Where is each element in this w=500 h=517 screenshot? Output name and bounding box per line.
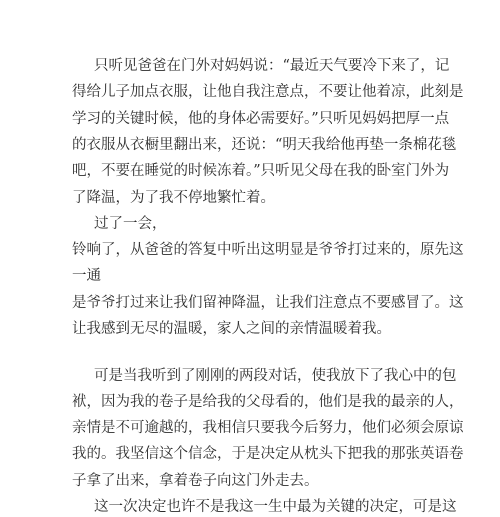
paragraph-line: 的衣服从衣橱里翻出来，还说：“明天我给他再垫一条棉花毯: [72, 137, 457, 153]
paragraph-line: 袱，因为我的卷子是给我的父母看的，他们是我的最亲的人，: [72, 394, 464, 410]
paragraph-line: 这一次决定也许不是我这一生中最为关键的决定，可是这: [94, 499, 457, 515]
paragraph-line: 亲情是不可逾越的，我相信只要我今后努力，他们必须会原谅: [72, 420, 464, 436]
paragraph-line: 子拿了出来，拿着卷子向这门外走去。: [72, 473, 319, 489]
paragraph-line: 铃响了，从爸爸的答复中听出这明显是爷爷打过来的，原先这: [72, 242, 464, 258]
paragraph-line: 了降温，为了我不停地繁忙着。: [72, 190, 275, 206]
paragraph-line: 吧，不要在睡觉的时候冻着。”只听见父母在我的卧室门外为: [72, 163, 450, 179]
paragraph-line: 我的。我坚信这个信念，于是决定从枕头下把我的那张英语卷: [72, 446, 464, 462]
paragraph-line: 学习的关键时候，他的身体必需要好。”只听见妈妈把厚一点: [72, 111, 450, 127]
paragraph-line: 是爷爷打过来让我们留神降温，让我们注意点不要感冒了。这: [72, 295, 464, 311]
paragraph-line: 让我感到无尽的温暖，家人之间的亲情温暖着我。: [72, 321, 391, 337]
paragraph-line: 可是当我听到了刚刚的两段对话，使我放下了我心中的包: [94, 368, 457, 384]
paragraph-line: 一通: [72, 268, 101, 284]
paragraph-line: 得给儿子加点衣服，让他自我注意点，不要让他着凉，此刻是: [72, 84, 464, 100]
paragraph-line: 只听见爸爸在门外对妈妈说：“最近天气要冷下来了，记: [94, 58, 450, 74]
paragraph-line: 过了一会，: [94, 216, 167, 232]
